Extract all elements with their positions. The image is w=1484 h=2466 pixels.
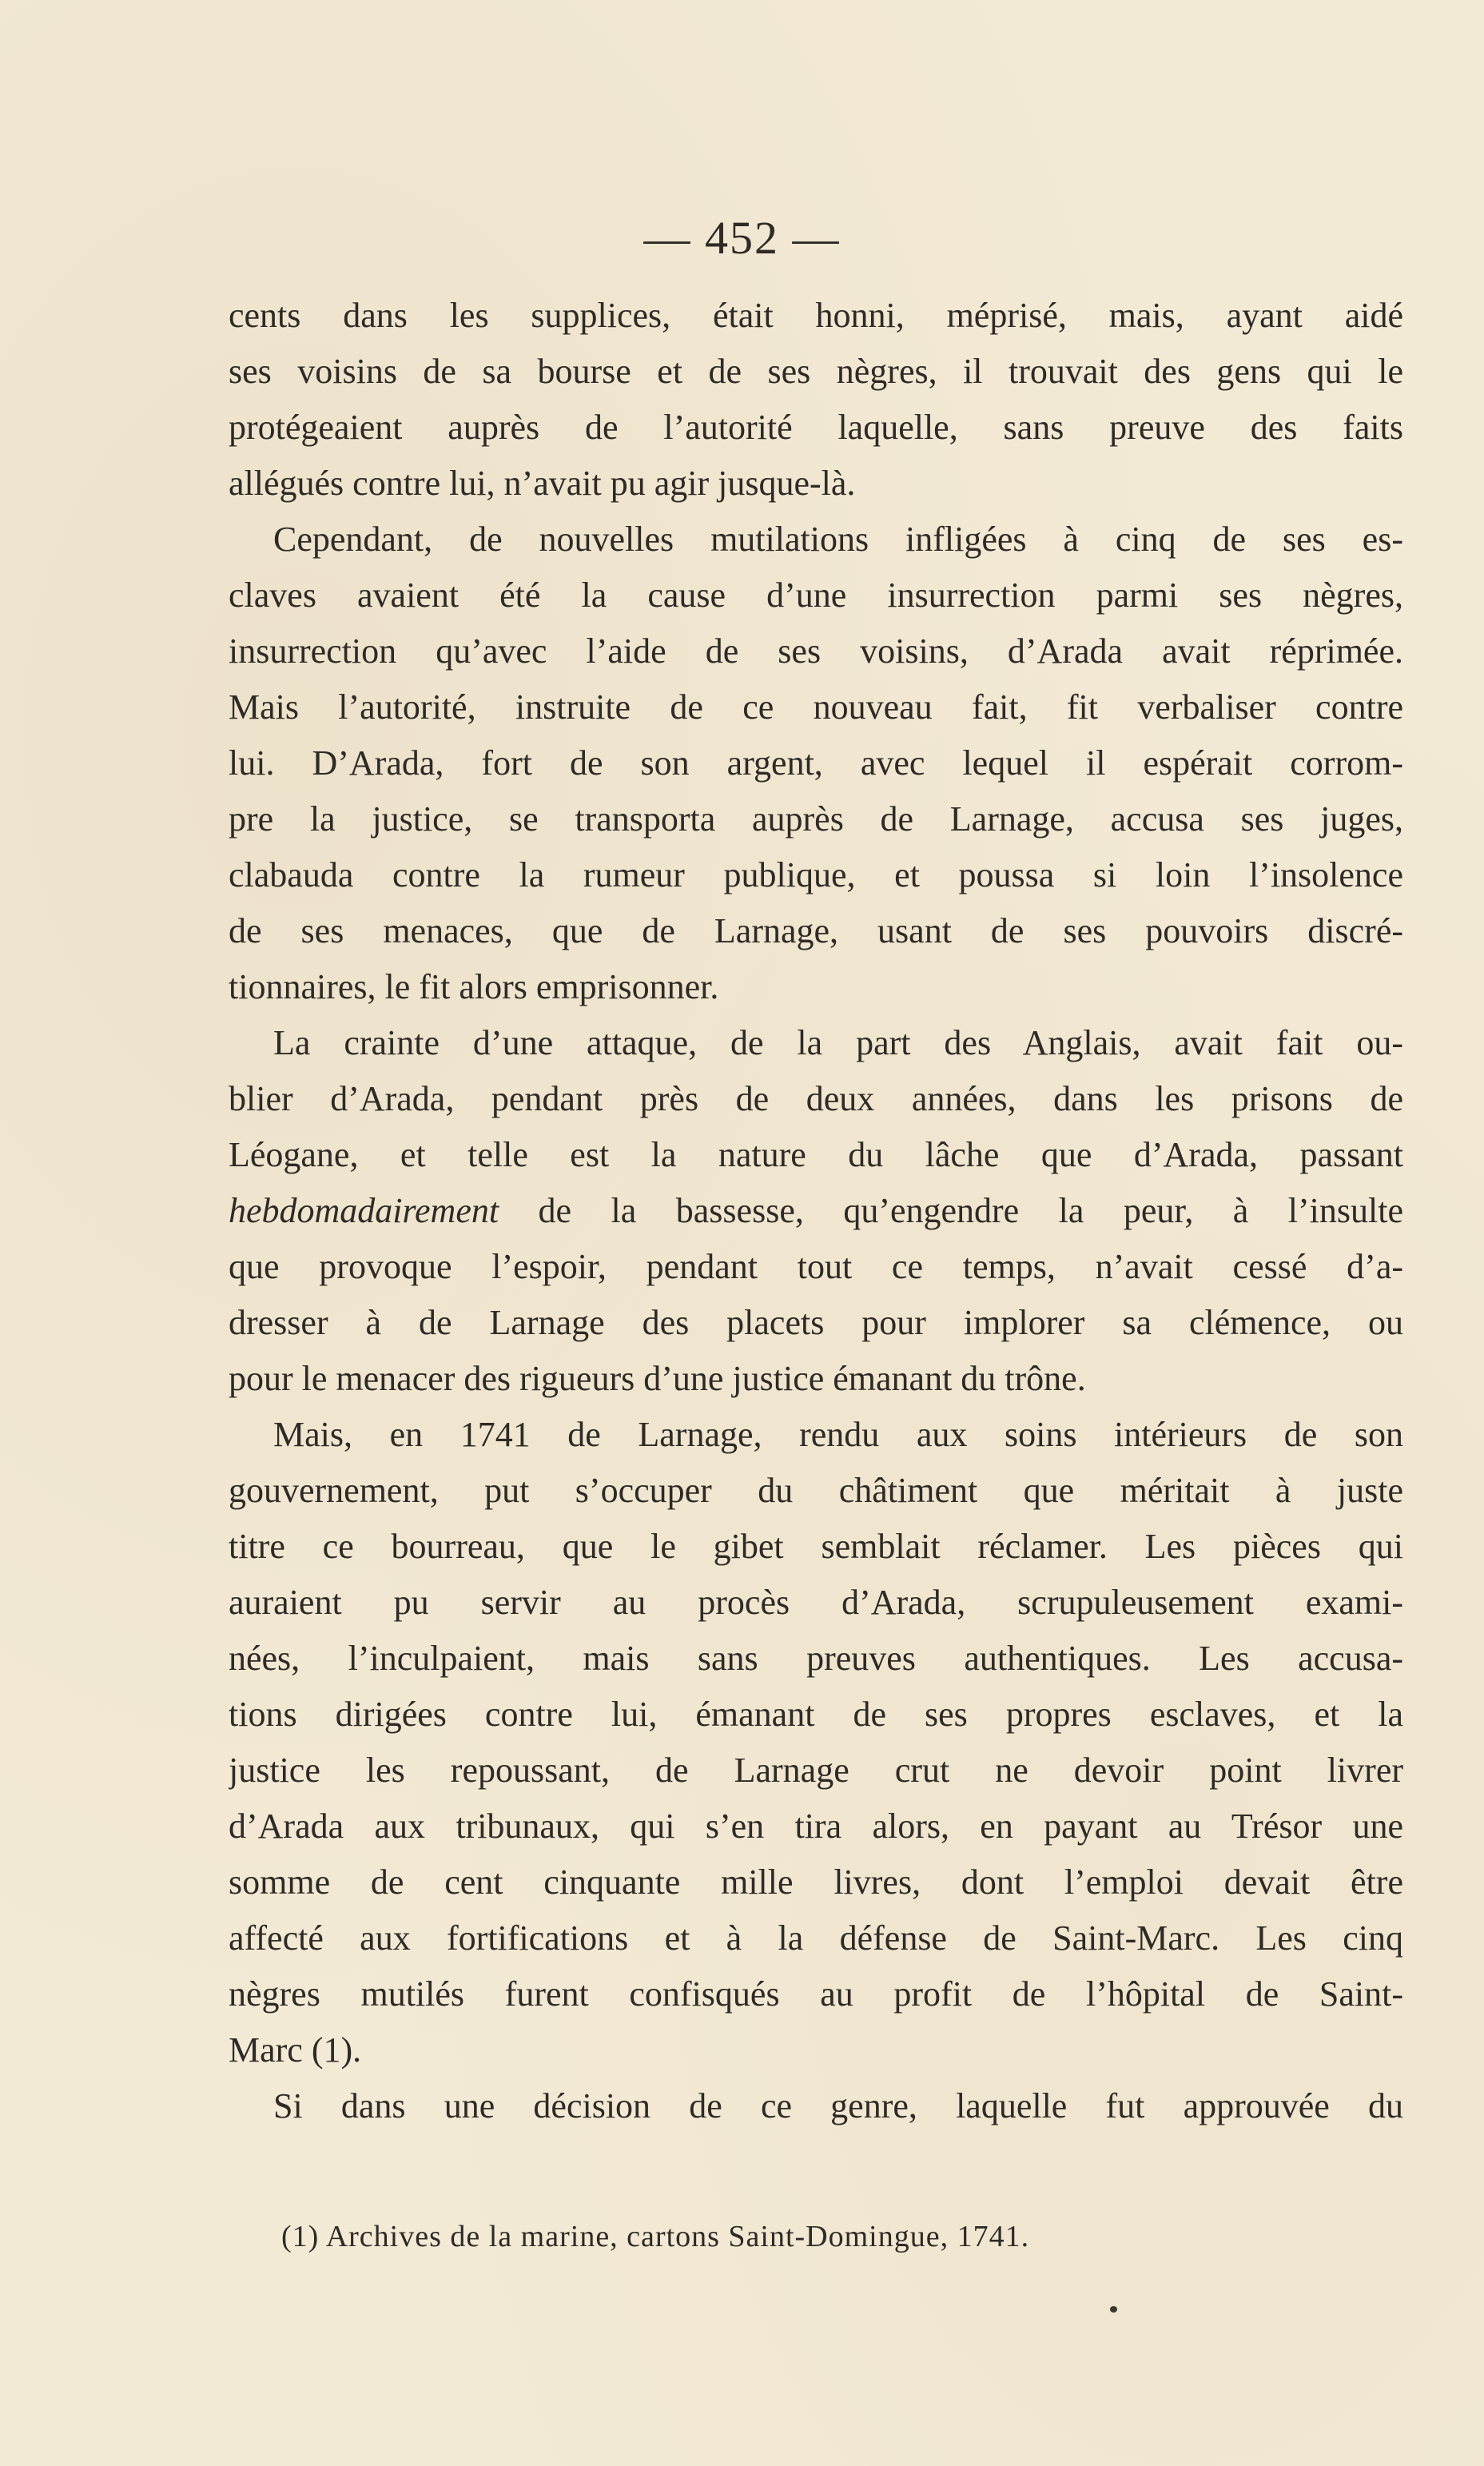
ink-speck	[1110, 2306, 1117, 2313]
text-line: justice les repoussant, de Larnage crut ne devoir point livrer	[229, 1751, 1403, 1790]
text-line: tions dirigées contre lui, émanant de ses propres esclaves, et la	[229, 1695, 1403, 1734]
text-line: lui. D’Arada, fort de son argent, avec lequel il espérait corrom-	[229, 743, 1403, 783]
text-line: ses voisins de sa bourse et de ses nègres, il trouvait des gens qui le	[229, 352, 1403, 391]
text-line: protégeaient auprès de l’autorité laquelle, sans preuve des faits	[229, 408, 1403, 447]
text-line: claves avaient été la cause d’une insurrection parmi ses nègres,	[229, 576, 1403, 615]
text-line: gouvernement, put s’occuper du châtiment que méritait à juste	[229, 1471, 1403, 1510]
text-line: nègres mutilés furent confisqués au profit de l’hôpital de Saint-	[229, 1974, 1403, 2014]
text-line: Léogane, et telle est la nature du lâche que d’Arada, passant	[229, 1135, 1403, 1174]
paragraph-start: Mais, en 1741 de Larnage, rendu aux soins intérieurs de son	[273, 1415, 1403, 1454]
text-line: Mais l’autorité, instruite de ce nouveau fait, fit verbaliser contre	[229, 687, 1403, 727]
text-line: Marc (1).	[229, 2030, 362, 2070]
text-line: affecté aux fortifications et à la défense de Saint-Marc. Les cinq	[229, 1918, 1403, 1958]
text-line: d’Arada aux tribunaux, qui s’en tira alors, en payant au Trésor une	[229, 1807, 1403, 1846]
italic-word: hebdomadairement	[229, 1191, 499, 1230]
text-line: allégués contre lui, n’avait pu agir jusque-là.	[229, 464, 856, 503]
text-line: insurrection qu’avec l’aide de ses voisins, d’Arada avait réprimée.	[229, 631, 1403, 671]
footnote: (1) Archives de la marine, cartons Saint-Domingue, 1741.	[281, 2220, 1030, 2253]
paragraph-start: Cependant, de nouvelles mutilations infligées à cinq de ses es-	[273, 520, 1403, 559]
paragraph-start: Si dans une décision de ce genre, laquelle fut approuvée du	[273, 2086, 1403, 2125]
text-line: dresser à de Larnage des placets pour implorer sa clémence, ou	[229, 1303, 1403, 1342]
text-line	[229, 1183, 1403, 1239]
line-continuation: de la bassesse, qu’engendre la peur, à l’insulte	[538, 1191, 1403, 1230]
text-line: nées, l’inculpaient, mais sans preuves authentiques. Les accusa-	[229, 1639, 1403, 1678]
text-line: titre ce bourreau, que le gibet semblait réclamer. Les pièces qui	[229, 1527, 1403, 1566]
text-line: clabauda contre la rumeur publique, et poussa si loin l’insolence	[229, 855, 1403, 894]
text-line: blier d’Arada, pendant près de deux années, dans les prisons de	[229, 1079, 1403, 1118]
text-line: cents dans les supplices, était honni, méprisé, mais, ayant aidé	[229, 296, 1403, 335]
text-line: tionnaires, le fit alors emprisonner.	[229, 967, 719, 1006]
text-line: que provoque l’espoir, pendant tout ce temps, n’avait cessé d’a-	[229, 1247, 1403, 1286]
text-line: auraient pu servir au procès d’Arada, scrupuleusement exami-	[229, 1583, 1403, 1622]
text-line: pour le menacer des rigueurs d’une justice émanant du trône.	[229, 1359, 1086, 1398]
text-line: somme de cent cinquante mille livres, dont l’emploi devait être	[229, 1862, 1403, 1902]
page-number: — 452 —	[643, 212, 841, 264]
text-line: de ses menaces, que de Larnage, usant de ses pouvoirs discré-	[229, 911, 1403, 950]
text-line: pre la justice, se transporta auprès de Larnage, accusa ses juges,	[229, 799, 1403, 839]
paragraph-start: La crainte d’une attaque, de la part des Anglais, avait fait ou-	[273, 1023, 1403, 1062]
body-text	[229, 288, 1403, 2134]
